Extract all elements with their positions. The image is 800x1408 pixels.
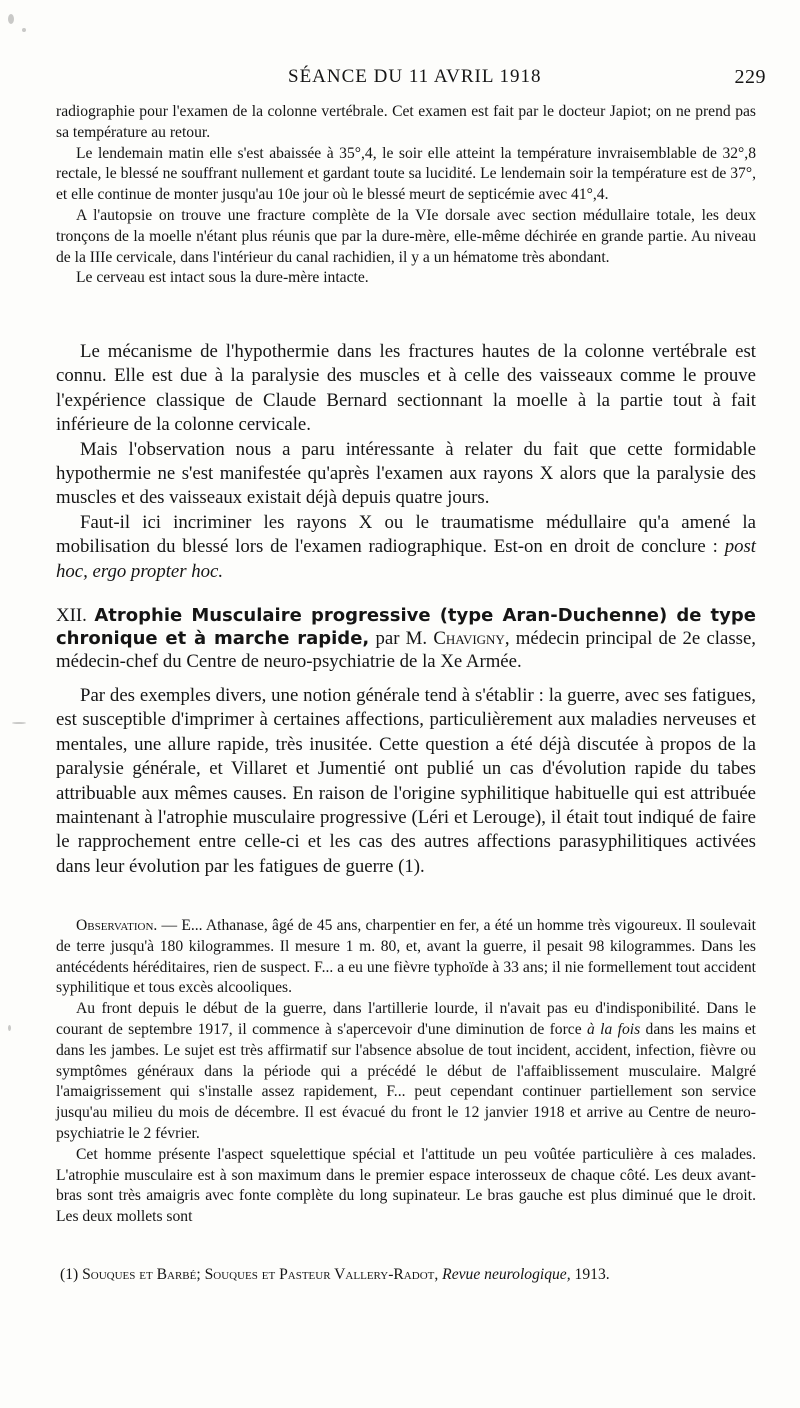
paragraph xyxy=(56,511,756,584)
section-author: Chavigny xyxy=(433,628,505,650)
observation-text: Au front depuis le début de la guerre, dans l'artillerie lourde, il n'avait pas eu d'indisponibilité. Dans le courant de septembre 1917, il commence à s'apercevoir d'une diminution de force xyxy=(56,1000,756,1038)
section-title-text: Atrophie Musculaire progressive (type Aran-Duchenne) de type chronique et à marche rapide, xyxy=(56,605,756,650)
section-affiliation: , médecin principal de 2e classe, médecin-chef du Centre de neuro-psychiatrie de la Xe Armée. xyxy=(56,628,756,673)
introduction-block xyxy=(56,684,756,879)
paragraph xyxy=(56,999,756,1145)
paragraph: A l'autopsie on trouve une fracture complète de la VIe dorsale avec section médullaire totale, les deux tronçons de la moelle n'étant plus réunis que par la dure-mère, elle-même déchirée en grande partie. Au niveau de la IIIe cervicale, dans l'intérieur du canal rachidien, il y a un hématome très abondant. xyxy=(56,206,756,266)
paragraph: Cet homme présente l'aspect squelettique spécial et l'attitude un peu voûtée particulière à ces malades. L'atrophie musculaire est à son maximum dans le premier espace interosseux de chaque côté. Les deux avant-bras sont très amaigris avec fonte complète du long supinateur. Le bras gauche est plus diminué que le droit. Les deux mollets sont xyxy=(56,1145,756,1226)
autopsy-case-block xyxy=(56,102,756,289)
footnote xyxy=(60,1266,760,1284)
observation-label: Observation. xyxy=(76,917,158,934)
footnote-authors: Souques et Barbé; Souques et Pasteur Vallery-Radot, xyxy=(82,1266,439,1283)
latin-phrase: post hoc, ergo propter hoc. xyxy=(56,536,757,582)
observation-text: dans les mains et dans les jambes. Le sujet est très affirmatif sur l'absence absolue de tout incident, accident, infection, fièvre ou symptômes généraux dans la période qui a précédé le début de l'affaiblissement musculaire. Malgré l'amaigrissement qui s'installe assez rapidement, F... peut cependant continuer partiellement son service jusqu'au milieu du mois de décembre. Il est évacué du front le 12 janvier 1918 et arrive au Centre de neuro-psychiatrie le 2 février. xyxy=(56,1020,756,1142)
section-title xyxy=(56,604,756,674)
paragraph: radiographie pour l'examen de la colonne vertébrale. Cet examen est fait par le docteur Japiot; on ne prend pas sa température au retour. xyxy=(56,103,756,141)
scan-speck xyxy=(12,722,26,724)
footnote-mark: (1) xyxy=(60,1266,79,1283)
paragraph: Mais l'observation nous a paru intéressante à relater du fait que cette formidable hypothermie ne s'est manifestée qu'après l'examen aux rayons X alors que la paralysie des muscles et des vaisseaux existait déjà depuis quatre jours. xyxy=(56,438,756,509)
section-by: par M. xyxy=(375,628,428,650)
observation-text: — E... Athanase, âgé de 45 ans, charpentier en fer, a été un homme très vigoureux. Il soulevait de terre jusqu'à 180 kilogrammes. Il mesure 1 m. 80, et, avant la guerre, il pesait 98 kilogrammes. Dans les antécédents héréditaires, rien de suspect. F... a eu une fièvre typhoïde à 33 ans; il nie formellement tout accident syphilitique et tous excès alcooliques. xyxy=(56,917,756,997)
emphasis: à la fois xyxy=(586,1020,641,1038)
section-number: XII. xyxy=(56,605,87,626)
scan-speck xyxy=(8,14,14,24)
discussion-block xyxy=(56,340,756,584)
footnote-journal: Revue neurologique, xyxy=(442,1266,571,1283)
observation-block xyxy=(56,916,756,1228)
paragraph: Le cerveau est intact sous la dure-mère intacte. xyxy=(76,269,369,287)
paragraph: Par des exemples divers, une notion générale tend à s'établir : la guerre, avec ses fatigues, est susceptible d'imprimer à certaines affections, particulièrement aux maladies nerveuses et mentales, une allure rapide, très inusitée. Cette question a été déjà discutée à propos de la paralysie générale, et Villaret et Jumentié ont publié un cas d'évolution rapide du tabes attribuable aux mêmes causes. En raison de l'origine syphilitique habituelle qui est attribuée maintenant à l'atrophie musculaire progressive (Léri et Lerouge), il était tout indiqué de faire le rapprochement entre celle-ci et les cas des autres affections parasyphilitiques activées dans leur évolution par les fatigues de guerre (1). xyxy=(56,685,756,877)
footnote-year: 1913. xyxy=(574,1266,610,1283)
paragraph-text: Faut-il ici incriminer les rayons X ou le traumatisme médullaire qu'a amené la mobilisation du blessé lors de l'examen radiographique. Est-on en droit de conclure : xyxy=(56,511,756,558)
scan-speck xyxy=(8,1025,11,1031)
header-title: SÉANCE DU 11 AVRIL 1918 xyxy=(288,66,542,87)
scan-speck xyxy=(22,28,26,32)
section-heading xyxy=(56,604,756,674)
paragraph xyxy=(56,916,756,999)
paragraph: Le mécanisme de l'hypothermie dans les fractures hautes de la colonne vertébrale est connu. Elle est due à la paralysie des muscles et à celle des vaisseaux comme le prouve l'expérience classique de Claude Bernard sectionnant la moelle à la partie tout à fait inférieure de la colonne cervicale. xyxy=(56,341,756,436)
page-number: 229 xyxy=(734,66,766,88)
paragraph: Le lendemain matin elle s'est abaissée à 35°,4, le soir elle atteint la température invraisemblable de 32°,8 rectale, le blessé ne souffrant nullement et gardant toute sa lucidité. Le lendemain soir la température est de 37°, et elle continue de monter jusqu'au 10e jour où le blessé meurt de septicémie avec 41°,4. xyxy=(56,144,756,204)
running-header xyxy=(60,66,766,96)
